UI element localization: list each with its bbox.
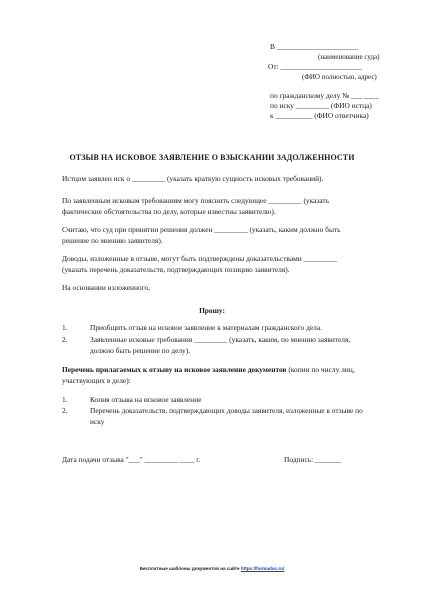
case-number-line: по гражданскому делу № ___ ____ bbox=[270, 91, 379, 100]
defendant-line: к __________ (ФИО ответчика) bbox=[270, 111, 369, 120]
request-item-1: Приобщить отзыв на исковое заявление к материалам гражданского дела. bbox=[90, 323, 322, 332]
attachment-number-2: 2. bbox=[62, 406, 68, 415]
applicant-line: От: ______________________ bbox=[268, 62, 362, 71]
attachment-item-1: Копия отзыва на исковое заявление bbox=[90, 395, 202, 404]
paragraph-decision: Считаю, что суд при принятии решения должен _________ (указать, каким должно быть решение по мнению заявителя). bbox=[62, 225, 341, 245]
attachment-number-1: 1. bbox=[62, 395, 68, 404]
signature-line: Подпись: _______ bbox=[284, 455, 341, 464]
attachments-heading bbox=[62, 364, 362, 386]
footer-link[interactable]: https://formadoc.ru/ bbox=[240, 566, 285, 571]
filing-date-line: Дата подачи отзыва "___" _________ ____ г. bbox=[62, 455, 201, 464]
court-line: В ______________________ bbox=[270, 42, 359, 51]
attachment-item-2: Перечень доказательств, подтверждающих доводы заявителя, изложенные в отзыве по иску bbox=[90, 406, 363, 426]
paragraph-claim: Истцом заявлен иск о _________ (указать краткую сущность исковых требований). bbox=[62, 174, 324, 183]
footer-text: Бесплатные шаблоны документов на сайте bbox=[139, 566, 241, 571]
paragraph-evidence: Доводы, изложенные в отзыве, могут быть подтверждены доказательствами _________ (указать перечень доказательств, подтверждающих позицию заявителя). bbox=[62, 254, 337, 274]
attachments-heading-rest: (копии по числу лиц, участвующих в деле): bbox=[62, 365, 355, 385]
paragraph-explanation: По заявленным исковым требованиям могу пояснить следующее _________ (указать фактические обстоятельства по делу, которые известны заявителю). bbox=[62, 196, 329, 216]
attachments-heading-bold: Перечень прилагаемых к отзыву на исковое заявление документов bbox=[62, 365, 287, 374]
request-heading: Прошу: bbox=[199, 306, 225, 315]
applicant-hint: (ФИО полностью, адрес) bbox=[302, 73, 377, 81]
request-number-1: 1. bbox=[62, 323, 68, 332]
request-item-2: Заявленные исковые требования _________ (указать, каким, по мнению заявителя, должно быть решение по делу). bbox=[90, 335, 351, 355]
footer bbox=[0, 566, 424, 571]
paragraph-basis: На основании изложенного, bbox=[62, 283, 151, 292]
request-number-2: 2. bbox=[62, 335, 68, 344]
document-title: ОТЗЫВ НА ИСКОВОЕ ЗАЯВЛЕНИЕ О ВЗЫСКАНИИ ЗАДОЛЖЕННОСТИ bbox=[69, 153, 355, 162]
plaintiff-line: по иску _________ (ФИО истца) bbox=[270, 101, 372, 110]
court-hint: (наименование суда) bbox=[318, 53, 380, 61]
